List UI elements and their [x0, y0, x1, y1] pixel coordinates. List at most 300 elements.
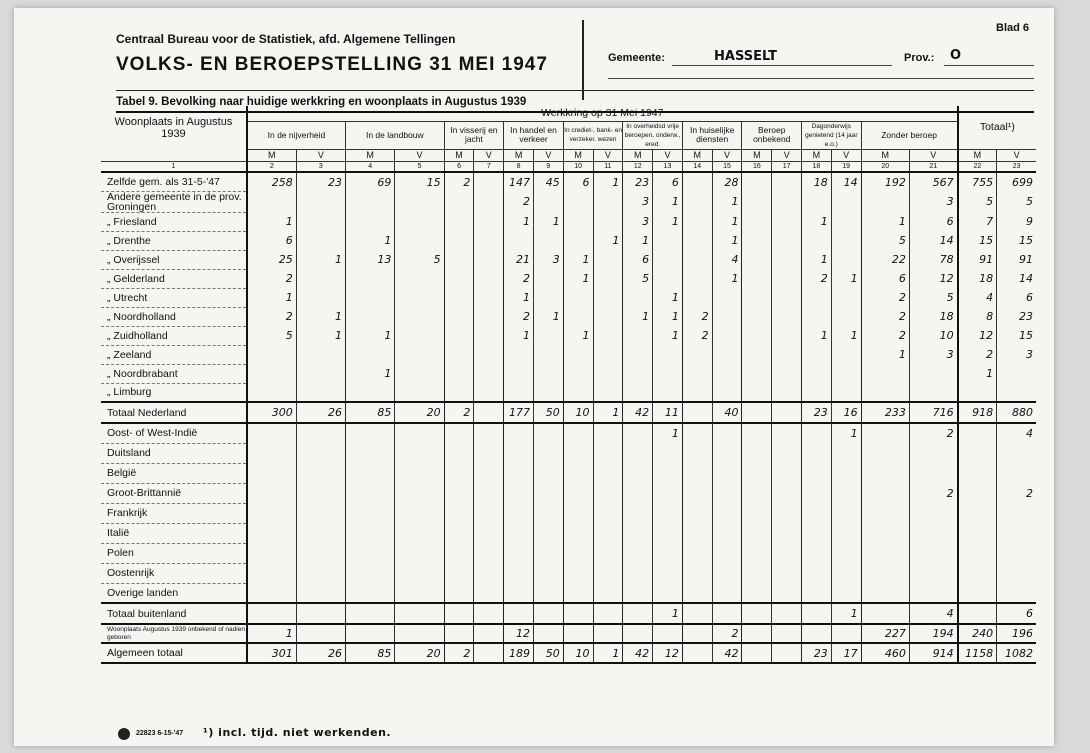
table-cell: 20: [395, 643, 444, 663]
table-cell: 1: [593, 231, 623, 250]
sex-header: V: [296, 149, 345, 161]
table-cell: [563, 624, 593, 643]
table-cell: [682, 172, 712, 191]
table-cell: [997, 383, 1036, 402]
table-cell: [474, 326, 504, 345]
table-cell: [861, 364, 909, 383]
table-cell: [958, 463, 997, 483]
gemeente-line: [672, 65, 892, 66]
table-cell: [623, 288, 653, 307]
table-cell: [909, 443, 957, 463]
table-cell: [504, 503, 534, 523]
table-cell: [772, 583, 802, 603]
table-cell: [395, 383, 444, 402]
table-cell: 1: [653, 326, 683, 345]
table-cell: [504, 364, 534, 383]
table-cell: [444, 231, 474, 250]
table-cell: 2: [504, 191, 534, 212]
table-cell: [653, 563, 683, 583]
table-cell: [444, 288, 474, 307]
table-cell: [593, 326, 623, 345]
table-cell: 17: [831, 643, 861, 663]
table-cell: 15: [395, 172, 444, 191]
table-cell: [958, 583, 997, 603]
footer-note: ¹) incl. tijd. niet werkenden.: [203, 726, 392, 739]
table-cell: [712, 583, 742, 603]
table-cell: [346, 543, 395, 563]
table-cell: [623, 326, 653, 345]
table-cell: [444, 624, 474, 643]
table-cell: [563, 483, 593, 503]
table-row: [101, 523, 1036, 543]
table-cell: 23: [296, 172, 345, 191]
row-label: „ Gelderland: [101, 269, 247, 288]
sex-header: V: [593, 149, 623, 161]
table-row: [101, 383, 1036, 402]
row-label: Woonplaats Augustus 1939 onbekend of nadien geboren: [101, 624, 247, 643]
sex-header: V: [474, 149, 504, 161]
table-cell: [653, 543, 683, 563]
table-cell: [682, 269, 712, 288]
table-cell: 2: [861, 326, 909, 345]
table-cell: 50: [533, 643, 563, 663]
table-cell: 11: [653, 402, 683, 423]
table-cell: [346, 383, 395, 402]
table-cell: 42: [712, 643, 742, 663]
table-cell: [296, 463, 345, 483]
table-cell: [682, 191, 712, 212]
totaal-header: Totaal¹): [958, 106, 1036, 149]
table-cell: 300: [247, 402, 296, 423]
table-cell: [772, 288, 802, 307]
table-cell: 1: [247, 624, 296, 643]
group-header: In de nijverheid: [247, 121, 346, 149]
table-cell: 6: [997, 288, 1036, 307]
row-label: Groot-Brittannië: [101, 483, 247, 503]
table-cell: 85: [346, 402, 395, 423]
table-cell: 2: [247, 307, 296, 326]
table-cell: [742, 563, 772, 583]
table-cell: [346, 191, 395, 212]
printer-seal-icon: [118, 728, 130, 740]
table-cell: [444, 503, 474, 523]
table-cell: [653, 345, 683, 364]
header-divider: [582, 20, 584, 100]
table-cell: [712, 345, 742, 364]
table-cell: [802, 603, 832, 624]
table-cell: 194: [909, 624, 957, 643]
table-cell: [247, 583, 296, 603]
table-cell: 15: [958, 231, 997, 250]
table-cell: [742, 307, 772, 326]
column-number: 22: [958, 161, 997, 172]
table-cell: [533, 231, 563, 250]
table-cell: 1: [861, 212, 909, 231]
table-cell: [742, 269, 772, 288]
group-header: Zonder beroep: [861, 121, 958, 149]
table-cell: [533, 345, 563, 364]
table-cell: [802, 563, 832, 583]
sex-header: M: [682, 149, 712, 161]
table-cell: 5: [909, 288, 957, 307]
table-cell: [247, 603, 296, 624]
table-cell: [958, 423, 997, 443]
table-cell: [772, 172, 802, 191]
table-cell: [474, 603, 504, 624]
table-cell: [563, 603, 593, 624]
table-row: [101, 423, 1036, 443]
table-cell: [712, 543, 742, 563]
table-cell: 1: [861, 345, 909, 364]
table-cell: 2: [861, 307, 909, 326]
table-cell: [504, 443, 534, 463]
table-cell: [563, 563, 593, 583]
table-cell: [623, 543, 653, 563]
table-cell: [742, 326, 772, 345]
table-cell: [296, 288, 345, 307]
table-cell: [861, 543, 909, 563]
table-cell: [653, 269, 683, 288]
table-cell: [474, 307, 504, 326]
table-cell: [346, 288, 395, 307]
table-cell: 918: [958, 402, 997, 423]
table-cell: [772, 231, 802, 250]
table-cell: [474, 643, 504, 663]
table-cell: 1: [653, 288, 683, 307]
table-cell: [444, 307, 474, 326]
table-cell: [772, 483, 802, 503]
row-label: „ Limburg: [101, 383, 247, 402]
table-row: [101, 345, 1036, 364]
column-number: 2: [247, 161, 296, 172]
sex-header: M: [958, 149, 997, 161]
table-cell: [593, 345, 623, 364]
table-cell: [444, 603, 474, 624]
table-cell: [958, 443, 997, 463]
table-cell: [533, 463, 563, 483]
table-cell: [474, 212, 504, 231]
table-cell: 91: [958, 250, 997, 269]
table-cell: [504, 603, 534, 624]
table-cell: [861, 443, 909, 463]
row-label: Andere gemeente in de prov. Groningen: [101, 191, 247, 212]
table-cell: [563, 543, 593, 563]
table-cell: 1: [831, 423, 861, 443]
table-cell: [247, 543, 296, 563]
table-cell: [802, 191, 832, 212]
table-cell: [247, 483, 296, 503]
table-cell: [831, 624, 861, 643]
column-number: 23: [997, 161, 1036, 172]
table-row: [101, 288, 1036, 307]
table-cell: [395, 269, 444, 288]
table-cell: [958, 563, 997, 583]
table-cell: [593, 543, 623, 563]
header-rule: [116, 90, 1034, 91]
table-cell: [802, 307, 832, 326]
table-row: [101, 326, 1036, 345]
table-cell: [712, 288, 742, 307]
table-cell: 2: [444, 643, 474, 663]
table-cell: 1: [247, 288, 296, 307]
table-cell: [682, 563, 712, 583]
table-cell: 1: [802, 326, 832, 345]
table-cell: [742, 643, 772, 663]
table-cell: [742, 543, 772, 563]
table-cell: [504, 463, 534, 483]
table-cell: [346, 212, 395, 231]
table-cell: [997, 443, 1036, 463]
table-cell: 2: [247, 269, 296, 288]
table-cell: 1082: [997, 643, 1036, 663]
table-cell: [861, 523, 909, 543]
table-cell: [474, 503, 504, 523]
table-row: [101, 583, 1036, 603]
table-cell: [296, 191, 345, 212]
table-cell: [444, 269, 474, 288]
table-cell: [802, 345, 832, 364]
table-cell: [909, 563, 957, 583]
table-cell: [909, 583, 957, 603]
table-cell: [772, 423, 802, 443]
table-cell: [831, 463, 861, 483]
table-cell: 1: [346, 326, 395, 345]
table-cell: [444, 326, 474, 345]
table-cell: [958, 543, 997, 563]
table-cell: [742, 624, 772, 643]
table-cell: [831, 250, 861, 269]
table-cell: [247, 563, 296, 583]
table-cell: [504, 543, 534, 563]
table-cell: 5: [997, 191, 1036, 212]
table-row: [101, 402, 1036, 423]
table-cell: [682, 463, 712, 483]
table-cell: [682, 288, 712, 307]
table-cell: [593, 523, 623, 543]
column-number: 12: [623, 161, 653, 172]
table-cell: 1: [712, 191, 742, 212]
prov-line: [944, 65, 1034, 66]
table-cell: 755: [958, 172, 997, 191]
sex-header: V: [712, 149, 742, 161]
table-cell: [909, 463, 957, 483]
column-number: 8: [504, 161, 534, 172]
table-cell: [742, 463, 772, 483]
table-cell: [682, 643, 712, 663]
table-cell: 1: [296, 326, 345, 345]
table-cell: [772, 383, 802, 402]
table-cell: 1: [504, 212, 534, 231]
table-cell: [861, 583, 909, 603]
table-cell: [533, 503, 563, 523]
table-cell: 1: [653, 423, 683, 443]
table-cell: 1: [563, 269, 593, 288]
table-cell: [444, 364, 474, 383]
table-cell: [742, 345, 772, 364]
table-cell: [346, 563, 395, 583]
table-cell: [772, 307, 802, 326]
row-label: Zelfde gem. als 31-5-'47: [101, 172, 247, 191]
table-cell: [474, 523, 504, 543]
table-cell: [861, 191, 909, 212]
table-cell: 6: [653, 172, 683, 191]
table-cell: [296, 503, 345, 523]
table-cell: [395, 563, 444, 583]
table-cell: 6: [247, 231, 296, 250]
table-cell: [474, 269, 504, 288]
table-cell: [444, 563, 474, 583]
table-cell: 5: [247, 326, 296, 345]
table-cell: [861, 463, 909, 483]
table-cell: 1: [712, 212, 742, 231]
table-cell: 22: [861, 250, 909, 269]
table-cell: 12: [958, 326, 997, 345]
table-cell: [997, 503, 1036, 523]
table-cell: [742, 364, 772, 383]
table-cell: [533, 543, 563, 563]
table-cell: [712, 383, 742, 402]
table-cell: [593, 212, 623, 231]
table-cell: [802, 288, 832, 307]
table-row: [101, 624, 1036, 643]
table-cell: 2: [958, 345, 997, 364]
table-cell: 1158: [958, 643, 997, 663]
table-cell: [831, 383, 861, 402]
table-cell: [395, 364, 444, 383]
table-cell: 10: [563, 643, 593, 663]
table-cell: [474, 172, 504, 191]
sex-header: M: [346, 149, 395, 161]
table-cell: [593, 191, 623, 212]
sex-header: M: [861, 149, 909, 161]
table-cell: 16: [831, 402, 861, 423]
table-cell: 5: [395, 250, 444, 269]
table-cell: [623, 483, 653, 503]
row-label: Overige landen: [101, 583, 247, 603]
table-cell: [395, 583, 444, 603]
table-cell: [831, 364, 861, 383]
table-cell: 6: [909, 212, 957, 231]
table-cell: [395, 463, 444, 483]
sex-header: V: [909, 149, 957, 161]
group-header: In overheidsd vrije beroepen, onderw., ered.: [624, 122, 681, 148]
table-cell: 18: [909, 307, 957, 326]
table-row: [101, 269, 1036, 288]
table-cell: [593, 364, 623, 383]
table-cell: [772, 643, 802, 663]
table-cell: 2: [712, 624, 742, 643]
table-cell: 1: [563, 250, 593, 269]
table-cell: [474, 288, 504, 307]
table-cell: 14: [997, 269, 1036, 288]
table-cell: 26: [296, 643, 345, 663]
table-cell: 3: [909, 191, 957, 212]
row-label: Frankrijk: [101, 503, 247, 523]
table-cell: [682, 624, 712, 643]
group-header: Dagonderwijs genietend (14 jaar e.o.): [802, 121, 862, 149]
table-cell: [395, 288, 444, 307]
column-number: 9: [533, 161, 563, 172]
table-cell: [533, 443, 563, 463]
table-cell: [909, 503, 957, 523]
table-cell: [593, 563, 623, 583]
table-cell: 240: [958, 624, 997, 643]
table-cell: [533, 603, 563, 624]
table-cell: [772, 523, 802, 543]
table-cell: [296, 563, 345, 583]
table-cell: [563, 503, 593, 523]
table-cell: [682, 250, 712, 269]
table-cell: [533, 483, 563, 503]
table-cell: [563, 345, 593, 364]
table-cell: [623, 463, 653, 483]
table-cell: 2: [861, 288, 909, 307]
table-cell: [444, 543, 474, 563]
table-cell: [682, 383, 712, 402]
werkkring-header: Werkkring op 31 Mei 1947: [247, 106, 958, 121]
table-cell: [831, 288, 861, 307]
table-cell: [623, 383, 653, 402]
table-cell: [742, 383, 772, 402]
sex-header: V: [533, 149, 563, 161]
mv-blank: [101, 149, 247, 161]
table-row: [101, 603, 1036, 624]
sex-header: M: [504, 149, 534, 161]
table-cell: [563, 463, 593, 483]
sex-header: V: [395, 149, 444, 161]
table-cell: [831, 231, 861, 250]
table-cell: [346, 463, 395, 483]
table-cell: [474, 583, 504, 603]
table-cell: [742, 288, 772, 307]
table-cell: [623, 345, 653, 364]
table-cell: [742, 443, 772, 463]
table-cell: [346, 583, 395, 603]
table-cell: [831, 307, 861, 326]
table-cell: 2: [802, 269, 832, 288]
table-cell: [395, 345, 444, 364]
table-cell: [474, 423, 504, 443]
table-cell: [346, 523, 395, 543]
table-cell: [772, 463, 802, 483]
table-cell: [623, 443, 653, 463]
column-number: 15: [712, 161, 742, 172]
table-cell: [742, 231, 772, 250]
table-cell: [997, 364, 1036, 383]
table-cell: [444, 443, 474, 463]
table-cell: [997, 563, 1036, 583]
table-cell: 3: [909, 345, 957, 364]
table-cell: [346, 503, 395, 523]
table-cell: [593, 483, 623, 503]
table-row: [101, 191, 1036, 212]
footer-code: 22823 6-15-'47: [136, 730, 184, 737]
row-label: Duitsland: [101, 443, 247, 463]
table-row: [101, 503, 1036, 523]
table-cell: [346, 483, 395, 503]
table-cell: [563, 423, 593, 443]
table-cell: [504, 383, 534, 402]
sex-header: M: [802, 149, 832, 161]
table-cell: [861, 483, 909, 503]
table-cell: [712, 364, 742, 383]
table-cell: [831, 523, 861, 543]
table-cell: [533, 624, 563, 643]
table-cell: [533, 364, 563, 383]
table-cell: [563, 307, 593, 326]
table-cell: [474, 443, 504, 463]
table-cell: 1: [593, 402, 623, 423]
